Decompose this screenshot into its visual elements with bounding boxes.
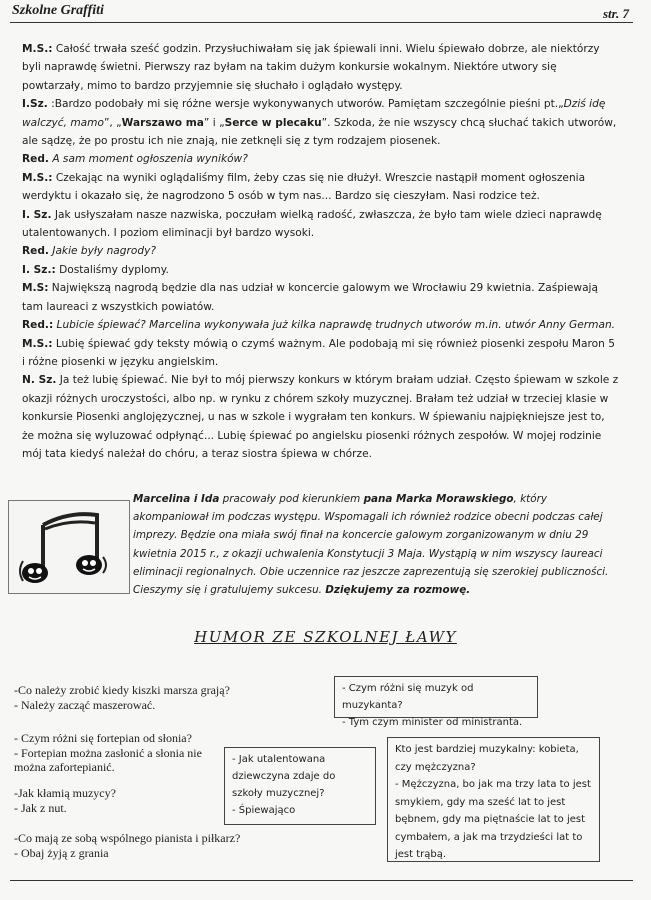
joke-answer: można zafortepianić. [14, 760, 115, 774]
speaker: M.S.: [22, 171, 53, 184]
question: A sam moment ogłoszenia wyników? [48, 153, 248, 166]
joke-question: -Co należy zrobić kiedy kiszki marsza grają? [14, 683, 230, 697]
joke-answer: - Fortepian można zasłonić a słonia nie [14, 745, 202, 760]
joke-answer: - Śpiewająco [232, 805, 296, 816]
thanks-text: Dziękujemy za rozmowę. [325, 584, 471, 597]
joke-answer: - Mężczyzna, bo jak ma trzy lata to jest smykiem, gdy ma sześć lat to jest bębnem, gdy ma piętnaście lat to jest cymbałem, a jak ma trzydzieści lat to jest trąbą. [395, 779, 591, 860]
question: Jakie były nagrody? [48, 245, 156, 258]
joke-question: -Jak kłamią muzycy? [14, 786, 116, 800]
joke-answer: - Obaj żyją z grania [14, 845, 109, 860]
joke-box [224, 747, 376, 825]
teacher-name: pana Marka Morawskiego [363, 493, 514, 505]
interview-paragraph [22, 206, 620, 243]
joke-answer: - Tym czym minister od ministranta. [342, 717, 523, 728]
joke-box [387, 737, 600, 862]
humor-section-title: HUMOR ZE SZKOLNEJ ŁAWY [194, 628, 457, 646]
answer: ” i „ [203, 116, 225, 129]
joke-question: - Jak utalentowana dziewczyna zdaje do szkoły muzycznej? [232, 754, 336, 799]
music-note-illustration [8, 500, 130, 594]
interview-paragraph [22, 169, 620, 206]
speaker: N. Sz. [22, 374, 57, 387]
student-names: Marcelina i Ida [133, 493, 220, 505]
joke-question: Kto jest bardziej muzykalny: kobieta, czy mężczyzna? [395, 744, 579, 773]
speaker: I. Sz.: [22, 263, 56, 276]
answer: Największą nagrodą będzie dla nas udział w koncercie galowym we Wrocławiu 29 kwietnia. Zaśpiewają tam laureaci z wszystkich powiatów. [22, 282, 598, 313]
summary-text: pracowały pod kierunkiem [219, 493, 364, 505]
speaker: I. Sz. [22, 208, 52, 221]
joke-question: - Czym różni się muzyk od muzykanta? [342, 683, 474, 711]
song-title: Warszawo ma [121, 116, 204, 129]
answer: :Bardzo podobały mi się różne wersje wykonywanych utworów. Pamiętam szczególnie pieśni pt.„ [47, 98, 564, 111]
answer: Czekając na wyniki oglądaliśmy film, żeby czas się nie dłużył. Wreszcie nastąpił moment ogłoszenia werdyktu i okazało się, że nagrodzono 5 osób w tym nas... Bardzo się cieszyłam. Nasi rodzice też. [22, 171, 586, 203]
joke-item [14, 683, 334, 712]
speaker: I.Sz. [22, 98, 48, 111]
joke-item [14, 831, 354, 860]
joke-answer: - Należy zacząć maszerować. [14, 697, 156, 712]
speaker: M.S: [22, 282, 49, 295]
speaker: Red.: [22, 319, 54, 332]
interview-paragraph [22, 40, 620, 95]
answer: ”. Szkoda, że nie wszyscy chcą słuchać takich utworów, ale sądzę, że po prostu ich nie znają, nie zetknęli się z tym rodzajem piosenek. [22, 116, 617, 148]
speaker: Red. [22, 245, 49, 258]
interview-paragraph [22, 335, 620, 372]
interview-paragraph [22, 261, 620, 279]
joke-box [334, 676, 538, 728]
music-note-icon [9, 501, 129, 593]
joke-question: - Czym różni się fortepian od słonia? [14, 731, 192, 745]
interview-paragraph [22, 242, 620, 260]
interview-paragraph [22, 371, 620, 463]
speaker: M.S.: [22, 43, 53, 55]
header-rule [10, 22, 633, 23]
footer-rule [10, 880, 633, 881]
question: Lubicie śpiewać? Marcelina wykonywała już kilka naprawdę trudnych utworów m.in. utwór Anny German. [53, 319, 616, 332]
answer: Całość trwała sześć godzin. Przysłuchiwałam się jak śpiewali inni. Wielu śpiewało dobrze, ale niektórzy byli naprawdę świetni. Pierwszy raz byłam na takim dużym konkursie wokalnym. Niektóre utwory się powtarzały, mimo to bardzo przyjemnie się słuchało i oglądało występy. [22, 43, 600, 92]
interview-paragraph [22, 95, 620, 150]
page-number: str. 7 [602, 6, 629, 21]
summary-text: , który akompaniował im podczas występu. Wspomagali ich również rodzice obecni podczas całej imprezy. Będzie ona miała swój finał na koncercie galowym zorganizowanym w dniu 29 kwietnia 2015 r., z okazji uchwalenia Konstytucji 3 Maja. Wystąpią w nim wszyscy laureaci eliminacji regionalnych. Obie uczennice raz jeszcze zaprezentują się szerokiej publiczności. Cieszymy się i gratulujemy sukcesu. [133, 493, 609, 597]
answer: Dostaliśmy dyplomy. [55, 263, 169, 276]
article-summary [133, 490, 609, 599]
joke-question: -Co mają ze sobą wspólnego pianista i piłkarz? [14, 831, 241, 845]
joke-item [14, 786, 214, 815]
newspaper-title: Szkolne Graffiti [12, 3, 104, 18]
interview-text [22, 40, 620, 463]
answer: Lubię śpiewać gdy teksty mówią o czymś ważnym. Ale podobają mi się również piosenki zespołu Maron 5 i różne piosenki w języku angielskim. [22, 337, 615, 368]
answer: Jak usłyszałam nasze nazwiska, poczułam wielką radość, zwłaszcza, że było tam wiele dzieci naprawdę utalentowanych. I poziom eliminacji był bardzo wysoki. [22, 208, 602, 240]
speaker: M.S.: [22, 337, 53, 350]
speaker: Red. [22, 153, 49, 166]
interview-paragraph [22, 150, 620, 168]
joke-answer: - Jak z nut. [14, 800, 67, 815]
interview-paragraph [22, 316, 620, 334]
answer: ”, „ [103, 116, 122, 129]
song-title: Serce w plecaku [224, 116, 322, 129]
interview-paragraph [22, 279, 620, 316]
song-title: Dziś idę walczyć, mamo [22, 98, 606, 129]
answer: Ja też lubię śpiewać. Nie był to mój pierwszy konkurs w którym brałam udział. Często śpiewam w szkole z okazji różnych uroczystości, albo np. w rynku z chórem szkoły muzycznej. Brałam też udział w trzeciej klasie w konkursie Piosenki anglojęzycznej, u nas w szkole i wygrałam ten konkurs. W śpiewaniu najpiękniejsze jest to, że można się wyluzować odpłynąć... Lubię śpiewać po angielsku piosenki różnych zespołów. W mojej rodzinie mój tata kiedyś należał do chóru, a teraz siostra śpiewa w chórze. [22, 374, 619, 460]
